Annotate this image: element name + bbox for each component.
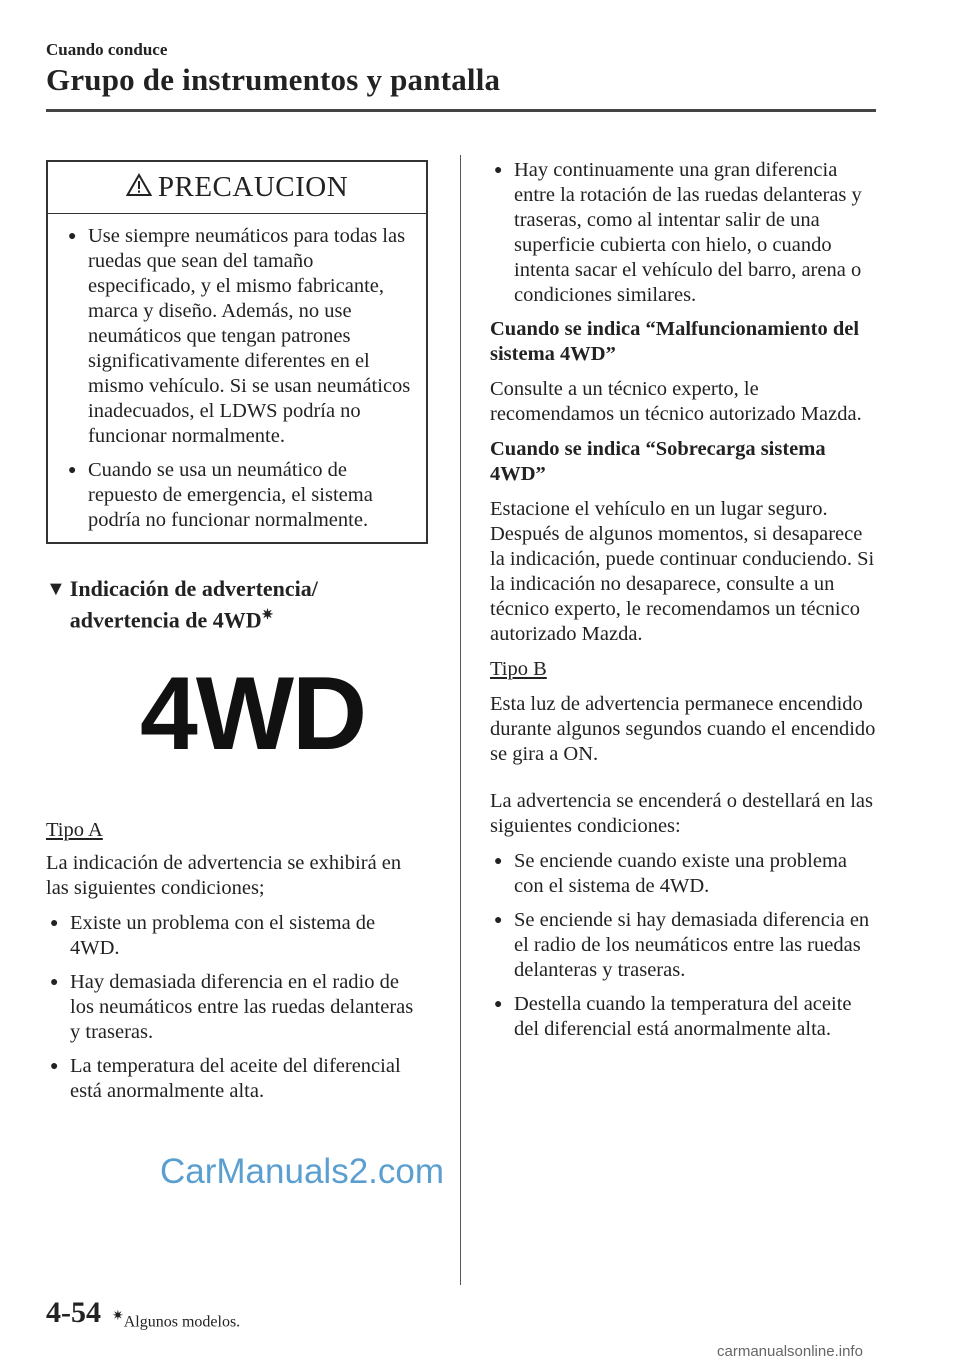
4wd-warning-icon: 4WD [140, 656, 366, 772]
overload-text: Estacione el vehículo en un lugar seguro. Después de algunos momentos, si desaparece la indicación, puede continuar conduciendo. Si la indicación no desaparece, consulte a un técnico experto, le recomendamos un técnico autorizado Mazda. [490, 498, 875, 645]
bullet-icon: ● [68, 463, 77, 478]
caution-box [46, 160, 428, 544]
bullet-icon: ● [50, 975, 59, 990]
caution-body [48, 214, 426, 533]
bullet-icon: ● [68, 229, 77, 244]
title-rule [46, 109, 876, 112]
bullet-icon: ● [494, 854, 503, 869]
watermark-logo: CarManuals2.com [160, 1152, 444, 1191]
footnote: ✷Algunos modelos. [112, 1309, 241, 1331]
page-title: Grupo de instrumentos y pantalla [46, 62, 501, 97]
warning-triangle-icon [126, 173, 152, 202]
column-divider [460, 155, 461, 1285]
caution-title: PRECAUCION [157, 171, 349, 203]
bullet-icon: ● [494, 997, 503, 1012]
bullet-icon: ● [50, 916, 59, 931]
list-item: ● Hay demasiada diferencia en el radio de los neumáticos entre las ruedas delanteras y traseras. [50, 971, 414, 1043]
tipo-b-label: Tipo B [490, 658, 547, 680]
caution-header [48, 162, 426, 214]
list-item: ● Cuando se usa un neumático de repuesto de emergencia, el sistema podría no funcionar normalmente. [68, 459, 373, 531]
star-icon: ✷ [261, 608, 274, 623]
section-heading: ▼ Indicación de advertencia/ advertencia de 4WD✷ [46, 576, 318, 633]
tipo-b-text2: La advertencia se encenderá o destellará en las siguientes condiciones: [490, 790, 874, 837]
bottom-url: carmanualsonline.info [717, 1343, 863, 1360]
tipo-a-block [46, 818, 416, 1113]
malfunction-text: Consulte a un técnico experto, le recomendamos un técnico autorizado Mazda. [490, 378, 862, 425]
bullet-icon: ● [494, 163, 503, 178]
bullet-icon: ● [50, 1059, 59, 1074]
list-item: ● Use siempre neumáticos para todas las ruedas que sean del tamaño especificado, y el mismo fabricante, marca y diseño. Además, no use neumáticos que tengan patrones significativamente diferentes en el mismo vehículo. Si se usan neumáticos inadecuados, el LDWS podría no funcionar normalmente. [68, 225, 411, 447]
right-column [490, 158, 878, 1051]
star-icon: ✷ [112, 1309, 124, 1324]
section-label: Cuando conduce [46, 40, 168, 59]
tipo-a-intro: La indicación de advertencia se exhibirá en las siguientes condiciones; [46, 852, 402, 899]
tipo-a-label: Tipo A [46, 819, 103, 841]
list-item: ● Destella cuando la temperatura del aceite del diferencial está anormalmente alta. [494, 993, 852, 1040]
list-item: ● Existe un problema con el sistema de 4WD. [50, 912, 376, 959]
list-item: ● Hay continuamente una gran diferencia entre la rotación de las ruedas delanteras y traseras, como al intentar salir de una superficie cubierta con hielo, o cuando intenta sacar el vehículo del barro, arena o condiciones similares. [494, 159, 862, 306]
bullet-icon: ● [494, 913, 503, 928]
list-item: ● La temperatura del aceite del diferencial está anormalmente alta. [50, 1055, 401, 1102]
list-item: ● Se enciende cuando existe una problema con el sistema de 4WD. [494, 850, 847, 897]
list-item: ● Se enciende si hay demasiada diferencia en el radio de los neumáticos entre las ruedas delanteras y traseras. [494, 909, 870, 981]
tipo-b-text1: Esta luz de advertencia permanece encendido durante algunos segundos cuando el encendido se gira a ON. [490, 693, 876, 765]
overload-heading: Cuando se indica “Sobrecarga sistema 4WD” [490, 438, 826, 485]
triangle-down-icon: ▼ [46, 578, 66, 600]
page-number: 4-54 [46, 1296, 101, 1329]
malfunction-heading: Cuando se indica “Malfuncionamiento del sistema 4WD” [490, 318, 860, 365]
